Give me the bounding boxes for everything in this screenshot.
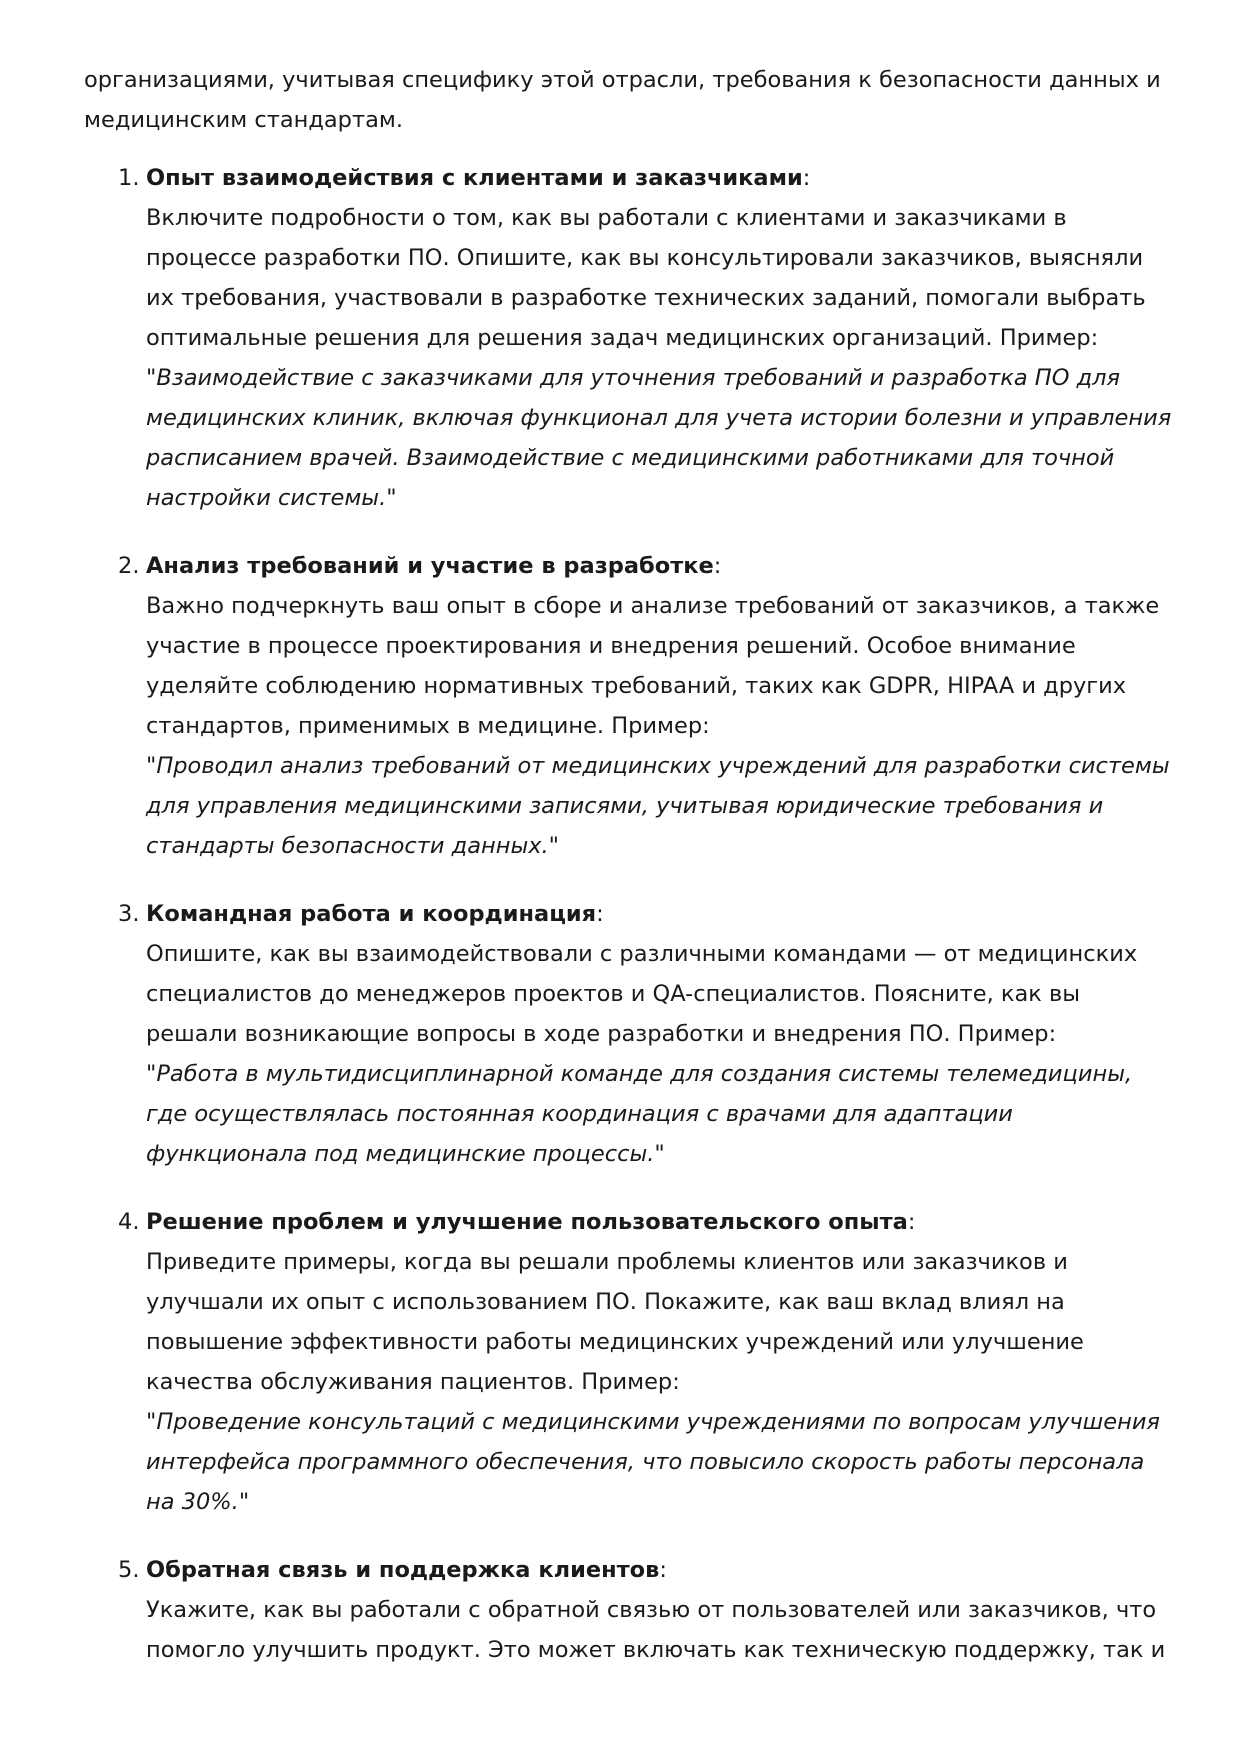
list-item-body: Важно подчеркнуть ваш опыт в сборе и анализе требований от заказчиков, а также участие в процессе проектирования и внедрения решений. Особое внимание уделяйте соблюдению нормативных требований, таких как GDPR, HIPAA и других стандартов, применимых в медицине. Пример: <box>146 593 1160 739</box>
list-item <box>84 894 1174 1174</box>
numbered-list <box>84 158 1174 1670</box>
list-item-body: Включите подробности о том, как вы работали с клиентами и заказчиками в процессе разработки ПО. Опишите, как вы консультировали заказчиков, выясняли их требования, участвовали в разработке технических заданий, помогали выбрать оптимальные решения для решения задач медицинских организаций. Пример: <box>146 205 1146 351</box>
list-item <box>84 1202 1174 1522</box>
list-item-heading <box>146 894 1174 934</box>
heading-colon: : <box>596 901 604 927</box>
list-item-example: "Взаимодействие с заказчиками для уточнения требований и разработка ПО для медицинских клиник, включая функционал для учета истории болезни и управления расписанием врачей. Взаимодействие с медицинскими работниками для точной настройки системы." <box>146 365 1172 511</box>
list-item-body: Укажите, как вы работали с обратной связью от пользователей или заказчиков, что помогло улучшить продукт. Это может включать как техническую поддержку, так и <box>146 1597 1166 1663</box>
heading-colon: : <box>713 553 722 579</box>
list-item-number: 1. <box>118 165 140 191</box>
list-item-number: 4. <box>118 1209 140 1235</box>
list-item-title: Анализ требований и участие в разработке <box>146 553 714 579</box>
list-item-body: Приведите примеры, когда вы решали проблемы клиентов или заказчиков и улучшали их опыт с использованием ПО. Покажите, как ваш вклад влиял на повышение эффективности работы медицинских учреждений или улучшение качества обслуживания пациентов. Пример: <box>146 1249 1084 1395</box>
list-item-title: Опыт взаимодействия с клиентами и заказчиками <box>146 165 803 191</box>
list-item-heading <box>146 1202 1174 1242</box>
list-item-title: Обратная связь и поддержка клиентов <box>146 1557 660 1583</box>
list-item <box>84 158 1174 518</box>
list-item-example: "Проведение консультаций с медицинскими учреждениями по вопросам улучшения интерфейса программного обеспечения, что повысило скорость работы персонала на 30%." <box>146 1409 1160 1515</box>
list-item-body: Опишите, как вы взаимодействовали с различными командами — от медицинских специалистов до менеджеров проектов и QA-специалистов. Поясните, как вы решали возникающие вопросы в ходе разработки и внедрения ПО. Пример: <box>146 941 1138 1047</box>
list-item-heading <box>146 1550 1174 1590</box>
list-item-number: 2. <box>118 553 140 579</box>
list-item-heading <box>146 546 1174 586</box>
list-item <box>84 1550 1174 1670</box>
list-item-heading <box>146 158 1174 198</box>
heading-colon: : <box>907 1209 916 1235</box>
list-item <box>84 546 1174 866</box>
list-item-example: "Проводил анализ требований от медицинских учреждений для разработки системы для управления медицинскими записями, учитывая юридические требования и стандарты безопасности данных." <box>146 753 1170 859</box>
list-item-example: "Работа в мультидисциплинарной команде для создания системы телемедицины, где осуществлялась постоянная координация с врачами для адаптации функционала под медицинские процессы." <box>146 1061 1133 1167</box>
heading-colon: : <box>802 165 811 191</box>
intro-paragraph: организациями, учитывая специфику этой отрасли, требования к безопасности данных и медицинским стандартам. <box>84 67 1161 133</box>
list-item-title: Решение проблем и улучшение пользовательского опыта <box>146 1209 908 1235</box>
heading-colon: : <box>659 1557 667 1583</box>
document-page <box>84 60 1174 1698</box>
list-item-title: Командная работа и координация <box>146 901 597 927</box>
list-item-number: 3. <box>118 901 140 927</box>
list-item-number: 5. <box>118 1557 140 1583</box>
